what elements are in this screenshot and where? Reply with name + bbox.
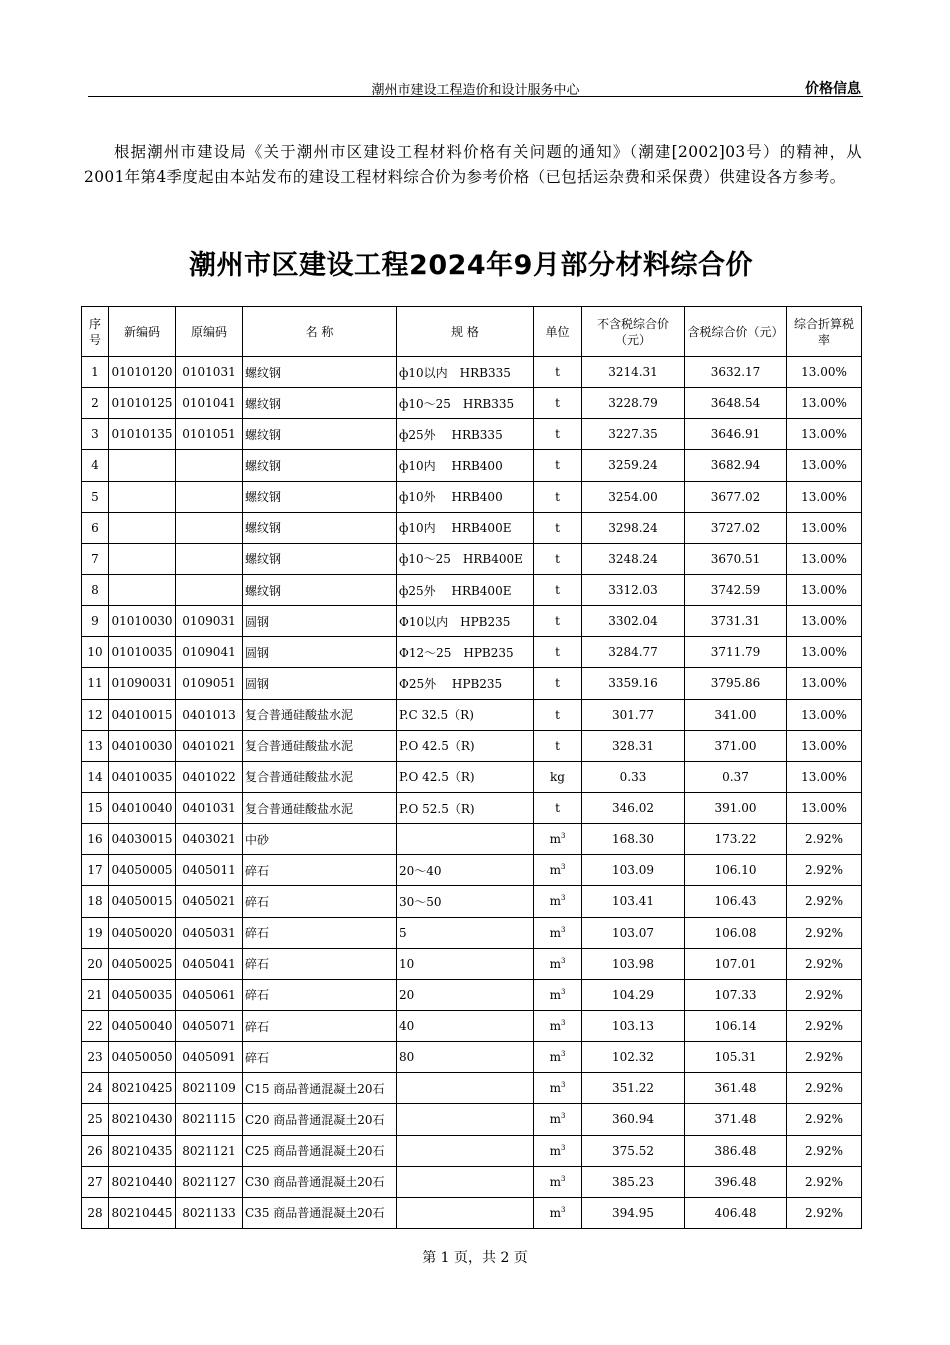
col-tax-rate-cell: 13.00%: [787, 388, 862, 419]
col-index-cell: 27: [82, 1166, 109, 1197]
col-old-code-cell: 8021127: [176, 1166, 243, 1197]
header-org: 潮州市建设工程造价和设计服务中心: [371, 83, 580, 98]
table-row: [82, 948, 862, 979]
col-index-cell: 15: [82, 792, 109, 823]
col-tax-rate-cell: 2.92%: [787, 886, 862, 917]
col-name-cell: 碎石: [243, 855, 397, 886]
document-title: 潮州市区建设工程2024年9月部分材料综合价: [189, 250, 753, 281]
col-price-ex-tax-cell: 3359.16: [582, 668, 685, 699]
col-new-code-cell: 04010015: [109, 699, 176, 730]
col-unit-cell: t: [534, 792, 582, 823]
col-spec-cell: Φ25外 HPB235: [397, 668, 534, 699]
col-old-code-cell: 8021115: [176, 1104, 243, 1135]
col-tax-rate-cell: 2.92%: [787, 824, 862, 855]
table-row: [82, 1104, 862, 1135]
col-tax-rate-cell: 13.00%: [787, 481, 862, 512]
col-new-code-cell: 04050035: [109, 979, 176, 1010]
col-price-ex-tax-cell: 394.95: [582, 1197, 685, 1228]
col-spec-cell: [397, 1104, 534, 1135]
col-spec-cell: Φ10以内 HPB235: [397, 606, 534, 637]
col-price-inc-tax-cell: 107.33: [685, 979, 787, 1010]
col-price-ex-tax-cell: 104.29: [582, 979, 685, 1010]
col-tax-rate-cell: 13.00%: [787, 606, 862, 637]
col-unit-cell: t: [534, 606, 582, 637]
table-row: [82, 668, 862, 699]
col-price-inc-tax-cell: 3682.94: [685, 450, 787, 481]
col-old-code-cell: [176, 543, 243, 574]
col-old-code-cell: 0401013: [176, 699, 243, 730]
col-price-ex-tax-cell: 3312.03: [582, 574, 685, 605]
col-index-cell: 23: [82, 1042, 109, 1073]
col-spec-header: 规 格: [397, 307, 534, 357]
col-spec-cell: ф10内 HRB400: [397, 450, 534, 481]
col-name-cell: 碎石: [243, 1042, 397, 1073]
col-old-code-cell: 0109041: [176, 637, 243, 668]
table-row: [82, 1197, 862, 1228]
table-row: [82, 388, 862, 419]
table-row: [82, 699, 862, 730]
col-unit-cell: $m^3$: [534, 855, 582, 886]
col-tax-rate-cell: 2.92%: [787, 855, 862, 886]
col-unit-cell: $m^3$: [534, 1104, 582, 1135]
col-tax-rate-cell: 2.92%: [787, 1104, 862, 1135]
col-old-code-cell: 0101051: [176, 419, 243, 450]
col-unit-cell: $m^3$: [534, 948, 582, 979]
col-index-cell: 1: [82, 357, 109, 388]
col-tax-rate-cell: 13.00%: [787, 792, 862, 823]
col-price-ex-tax-cell: 103.07: [582, 917, 685, 948]
col-price-ex-tax-header: 不含税综合价（元）: [582, 307, 685, 357]
col-spec-cell: 20: [397, 979, 534, 1010]
col-price-inc-tax-cell: 391.00: [685, 792, 787, 823]
col-price-inc-tax-cell: 361.48: [685, 1073, 787, 1104]
col-old-code-cell: 0109051: [176, 668, 243, 699]
col-price-ex-tax-cell: 3302.04: [582, 606, 685, 637]
col-old-code-cell: 0401021: [176, 730, 243, 761]
col-price-ex-tax-cell: 385.23: [582, 1166, 685, 1197]
col-tax-rate-cell: 13.00%: [787, 574, 862, 605]
col-index-cell: 21: [82, 979, 109, 1010]
col-price-inc-tax-cell: 3727.02: [685, 512, 787, 543]
col-new-code-cell: [109, 543, 176, 574]
table-row: [82, 824, 862, 855]
page-footer: 第 1 页，共 2 页: [422, 1250, 528, 1266]
col-index-cell: 18: [82, 886, 109, 917]
col-price-ex-tax-cell: 3254.00: [582, 481, 685, 512]
table-row: [82, 886, 862, 917]
col-index-cell: 24: [82, 1073, 109, 1104]
col-spec-cell: 40: [397, 1010, 534, 1041]
col-price-inc-tax-cell: 106.10: [685, 855, 787, 886]
col-price-ex-tax-cell: 102.32: [582, 1042, 685, 1073]
col-price-inc-tax-cell: 3677.02: [685, 481, 787, 512]
col-price-ex-tax-cell: 3259.24: [582, 450, 685, 481]
col-price-ex-tax-cell: 375.52: [582, 1135, 685, 1166]
col-old-code-cell: 8021121: [176, 1135, 243, 1166]
col-unit-cell: t: [534, 574, 582, 605]
table-row: [82, 1073, 862, 1104]
col-unit-cell: t: [534, 357, 582, 388]
col-new-code-cell: 01090031: [109, 668, 176, 699]
table-row: [82, 761, 862, 792]
col-price-ex-tax-cell: 103.98: [582, 948, 685, 979]
col-tax-rate-cell: 2.92%: [787, 979, 862, 1010]
col-index-cell: 5: [82, 481, 109, 512]
col-spec-cell: [397, 1166, 534, 1197]
col-old-code-cell: 0405011: [176, 855, 243, 886]
table-row: [82, 606, 862, 637]
col-new-code-cell: 04010035: [109, 761, 176, 792]
col-tax-rate-cell: 13.00%: [787, 357, 862, 388]
col-unit-cell: t: [534, 450, 582, 481]
col-price-inc-tax-cell: 3648.54: [685, 388, 787, 419]
col-name-cell: 圆钢: [243, 606, 397, 637]
col-name-cell: 碎石: [243, 948, 397, 979]
col-spec-cell: ф25外 HRB400E: [397, 574, 534, 605]
col-index-cell: 19: [82, 917, 109, 948]
col-unit-cell: $m^3$: [534, 1166, 582, 1197]
col-old-code-cell: [176, 574, 243, 605]
col-new-code-cell: 01010120: [109, 357, 176, 388]
col-old-code-cell: 0405091: [176, 1042, 243, 1073]
col-spec-cell: 10: [397, 948, 534, 979]
col-index-cell: 11: [82, 668, 109, 699]
col-new-code-cell: 04010040: [109, 792, 176, 823]
col-price-ex-tax-cell: 3248.24: [582, 543, 685, 574]
table-row: [82, 450, 862, 481]
col-name-cell: 圆钢: [243, 637, 397, 668]
col-price-inc-tax-cell: 106.14: [685, 1010, 787, 1041]
col-price-ex-tax-cell: 3298.24: [582, 512, 685, 543]
col-price-inc-tax-cell: 0.37: [685, 761, 787, 792]
col-name-cell: C30 商品普通混凝土20石: [243, 1166, 397, 1197]
col-unit-cell: $m^3$: [534, 1010, 582, 1041]
col-tax-rate-cell: 2.92%: [787, 1042, 862, 1073]
col-new-code-header: 新编码: [109, 307, 176, 357]
col-price-inc-tax-cell: 3795.86: [685, 668, 787, 699]
col-name-cell: 碎石: [243, 917, 397, 948]
col-index-cell: 22: [82, 1010, 109, 1041]
col-price-inc-tax-cell: 371.48: [685, 1104, 787, 1135]
col-price-ex-tax-cell: 360.94: [582, 1104, 685, 1135]
col-old-code-cell: 8021109: [176, 1073, 243, 1104]
col-name-cell: C20 商品普通混凝土20石: [243, 1104, 397, 1135]
table-row: [82, 357, 862, 388]
col-name-cell: 螺纹钢: [243, 543, 397, 574]
table-row: [82, 1135, 862, 1166]
col-old-code-cell: [176, 512, 243, 543]
table-row: [82, 1010, 862, 1041]
col-new-code-cell: 01010135: [109, 419, 176, 450]
col-name-cell: 复合普通硅酸盐水泥: [243, 699, 397, 730]
col-price-inc-tax-cell: 3711.79: [685, 637, 787, 668]
col-price-inc-tax-cell: 173.22: [685, 824, 787, 855]
col-new-code-cell: 01010125: [109, 388, 176, 419]
col-price-inc-tax-cell: 106.43: [685, 886, 787, 917]
table-header-row: [82, 307, 862, 357]
col-new-code-cell: [109, 574, 176, 605]
col-name-cell: 碎石: [243, 1010, 397, 1041]
col-new-code-cell: 04050050: [109, 1042, 176, 1073]
table-row: [82, 855, 862, 886]
col-unit-cell: t: [534, 637, 582, 668]
col-new-code-cell: 80210425: [109, 1073, 176, 1104]
col-price-inc-tax-header: 含税综合价（元）: [685, 307, 787, 357]
col-spec-cell: ф10以内 HRB335: [397, 357, 534, 388]
col-index-cell: 9: [82, 606, 109, 637]
col-name-cell: 螺纹钢: [243, 574, 397, 605]
col-tax-rate-cell: 13.00%: [787, 699, 862, 730]
col-spec-cell: [397, 1197, 534, 1228]
header-tag: 价格信息: [805, 81, 861, 97]
col-old-code-cell: 0109031: [176, 606, 243, 637]
col-old-code-cell: [176, 450, 243, 481]
col-spec-cell: Φ12～25 HPB235: [397, 637, 534, 668]
col-old-code-cell: 0405061: [176, 979, 243, 1010]
col-index-cell: 10: [82, 637, 109, 668]
col-index-cell: 16: [82, 824, 109, 855]
col-tax-rate-cell: 2.92%: [787, 948, 862, 979]
col-unit-cell: kg: [534, 761, 582, 792]
col-index-cell: 26: [82, 1135, 109, 1166]
col-price-inc-tax-cell: 371.00: [685, 730, 787, 761]
col-unit-cell: t: [534, 543, 582, 574]
col-name-cell: 螺纹钢: [243, 388, 397, 419]
col-tax-rate-cell: 13.00%: [787, 637, 862, 668]
col-unit-cell: $m^3$: [534, 886, 582, 917]
col-spec-cell: [397, 1135, 534, 1166]
col-price-inc-tax-cell: 105.31: [685, 1042, 787, 1073]
col-name-cell: 螺纹钢: [243, 481, 397, 512]
col-price-inc-tax-cell: 107.01: [685, 948, 787, 979]
col-price-inc-tax-cell: 3731.31: [685, 606, 787, 637]
col-new-code-cell: [109, 481, 176, 512]
table-row: [82, 543, 862, 574]
col-new-code-cell: 04050020: [109, 917, 176, 948]
col-spec-cell: P.O 52.5（R): [397, 792, 534, 823]
col-spec-cell: ф25外 HRB335: [397, 419, 534, 450]
col-new-code-cell: 04050040: [109, 1010, 176, 1041]
col-index-cell: 6: [82, 512, 109, 543]
col-old-code-cell: 0405071: [176, 1010, 243, 1041]
col-new-code-cell: 04050005: [109, 855, 176, 886]
col-unit-cell: $m^3$: [534, 824, 582, 855]
col-spec-cell: P.O 42.5（R): [397, 730, 534, 761]
col-new-code-cell: 01010035: [109, 637, 176, 668]
col-unit-cell: $m^3$: [534, 1197, 582, 1228]
col-price-ex-tax-cell: 103.13: [582, 1010, 685, 1041]
col-old-code-cell: 0405041: [176, 948, 243, 979]
col-old-code-cell: 0401022: [176, 761, 243, 792]
col-tax-rate-cell: 13.00%: [787, 512, 862, 543]
col-price-inc-tax-cell: 396.48: [685, 1166, 787, 1197]
col-price-ex-tax-cell: 3214.31: [582, 357, 685, 388]
col-price-ex-tax-cell: 168.30: [582, 824, 685, 855]
col-tax-rate-cell: 13.00%: [787, 543, 862, 574]
intro-paragraph: 根据潮州市建设局《关于潮州市区建设工程材料价格有关问题的通知》（潮建[2002]03号）的精神，从2001年第4季度起由本站发布的建设工程材料综合价为参考价格（已包括运杂费和采保费）供建设各方参考。: [84, 143, 862, 186]
col-price-inc-tax-cell: 106.08: [685, 917, 787, 948]
col-spec-cell: P.O 42.5（R): [397, 761, 534, 792]
col-price-ex-tax-cell: 346.02: [582, 792, 685, 823]
col-new-code-cell: [109, 512, 176, 543]
col-index-cell: 20: [82, 948, 109, 979]
col-index-cell: 28: [82, 1197, 109, 1228]
col-price-inc-tax-cell: 3742.59: [685, 574, 787, 605]
table-row: [82, 419, 862, 450]
table-row: [82, 637, 862, 668]
col-index-header: 序号: [82, 307, 109, 357]
price-table: [81, 306, 862, 1229]
col-price-ex-tax-cell: 3227.35: [582, 419, 685, 450]
col-unit-cell: t: [534, 512, 582, 543]
table-row: [82, 512, 862, 543]
col-new-code-cell: 80210440: [109, 1166, 176, 1197]
col-unit-cell: $m^3$: [534, 1042, 582, 1073]
col-index-cell: 7: [82, 543, 109, 574]
col-unit-cell: t: [534, 730, 582, 761]
col-name-cell: C35 商品普通混凝土20石: [243, 1197, 397, 1228]
col-old-code-cell: 0403021: [176, 824, 243, 855]
col-old-code-cell: 8021133: [176, 1197, 243, 1228]
col-spec-cell: 5: [397, 917, 534, 948]
col-name-cell: 复合普通硅酸盐水泥: [243, 730, 397, 761]
col-name-cell: 螺纹钢: [243, 419, 397, 450]
col-tax-rate-cell: 2.92%: [787, 1073, 862, 1104]
col-tax-rate-header: 综合折算税率: [787, 307, 862, 357]
table-row: [82, 979, 862, 1010]
col-name-cell: 螺纹钢: [243, 357, 397, 388]
col-tax-rate-cell: 13.00%: [787, 668, 862, 699]
col-index-cell: 17: [82, 855, 109, 886]
col-index-cell: 12: [82, 699, 109, 730]
page-header: [88, 78, 863, 97]
col-tax-rate-cell: 2.92%: [787, 917, 862, 948]
col-index-cell: 25: [82, 1104, 109, 1135]
table-row: [82, 792, 862, 823]
col-old-code-header: 原编码: [176, 307, 243, 357]
col-price-ex-tax-cell: 0.33: [582, 761, 685, 792]
col-tax-rate-cell: 2.92%: [787, 1010, 862, 1041]
col-name-cell: 中砂: [243, 824, 397, 855]
col-tax-rate-cell: 2.92%: [787, 1197, 862, 1228]
col-spec-cell: ф10内 HRB400E: [397, 512, 534, 543]
col-index-cell: 3: [82, 419, 109, 450]
col-price-ex-tax-cell: 301.77: [582, 699, 685, 730]
col-name-cell: 复合普通硅酸盐水泥: [243, 761, 397, 792]
col-tax-rate-cell: 2.92%: [787, 1135, 862, 1166]
col-new-code-cell: 04030015: [109, 824, 176, 855]
col-price-ex-tax-cell: 3284.77: [582, 637, 685, 668]
table-body: [82, 357, 862, 1229]
col-index-cell: 2: [82, 388, 109, 419]
col-name-cell: 圆钢: [243, 668, 397, 699]
table-row: [82, 1166, 862, 1197]
col-new-code-cell: 80210435: [109, 1135, 176, 1166]
table-row: [82, 730, 862, 761]
col-name-cell: 螺纹钢: [243, 450, 397, 481]
col-unit-cell: t: [534, 481, 582, 512]
col-new-code-cell: 04010030: [109, 730, 176, 761]
col-unit-header: 单位: [534, 307, 582, 357]
col-spec-cell: P.C 32.5（R): [397, 699, 534, 730]
table-row: [82, 481, 862, 512]
col-name-cell: 复合普通硅酸盐水泥: [243, 792, 397, 823]
col-index-cell: 14: [82, 761, 109, 792]
col-old-code-cell: [176, 481, 243, 512]
col-tax-rate-cell: 13.00%: [787, 730, 862, 761]
table-row: [82, 574, 862, 605]
col-price-ex-tax-cell: 3228.79: [582, 388, 685, 419]
col-spec-cell: 30～50: [397, 886, 534, 917]
col-name-cell: 螺纹钢: [243, 512, 397, 543]
col-price-ex-tax-cell: 328.31: [582, 730, 685, 761]
col-spec-cell: [397, 1073, 534, 1104]
col-tax-rate-cell: 13.00%: [787, 419, 862, 450]
col-spec-cell: 20～40: [397, 855, 534, 886]
col-price-inc-tax-cell: 3670.51: [685, 543, 787, 574]
col-name-cell: C15 商品普通混凝土20石: [243, 1073, 397, 1104]
col-tax-rate-cell: 13.00%: [787, 450, 862, 481]
col-new-code-cell: 01010030: [109, 606, 176, 637]
col-price-inc-tax-cell: 386.48: [685, 1135, 787, 1166]
col-price-ex-tax-cell: 103.09: [582, 855, 685, 886]
col-unit-cell: t: [534, 668, 582, 699]
col-price-inc-tax-cell: 341.00: [685, 699, 787, 730]
col-name-cell: C25 商品普通混凝土20石: [243, 1135, 397, 1166]
col-tax-rate-cell: 13.00%: [787, 761, 862, 792]
col-new-code-cell: 04050025: [109, 948, 176, 979]
col-old-code-cell: 0401031: [176, 792, 243, 823]
col-unit-cell: t: [534, 699, 582, 730]
col-new-code-cell: [109, 450, 176, 481]
col-name-cell: 碎石: [243, 886, 397, 917]
col-index-cell: 13: [82, 730, 109, 761]
col-spec-cell: ф10外 HRB400: [397, 481, 534, 512]
col-unit-cell: t: [534, 388, 582, 419]
col-unit-cell: $m^3$: [534, 1135, 582, 1166]
col-spec-cell: ф10～25 HRB335: [397, 388, 534, 419]
col-unit-cell: $m^3$: [534, 1073, 582, 1104]
col-tax-rate-cell: 2.92%: [787, 1166, 862, 1197]
col-price-ex-tax-cell: 103.41: [582, 886, 685, 917]
col-spec-cell: [397, 824, 534, 855]
col-price-ex-tax-cell: 351.22: [582, 1073, 685, 1104]
col-unit-cell: $m^3$: [534, 979, 582, 1010]
table-row: [82, 917, 862, 948]
col-spec-cell: 80: [397, 1042, 534, 1073]
table-row: [82, 1042, 862, 1073]
col-new-code-cell: 04050015: [109, 886, 176, 917]
col-new-code-cell: 80210430: [109, 1104, 176, 1135]
col-index-cell: 8: [82, 574, 109, 605]
col-name-cell: 碎石: [243, 979, 397, 1010]
col-unit-cell: $m^3$: [534, 917, 582, 948]
col-price-inc-tax-cell: 3632.17: [685, 357, 787, 388]
col-name-header: 名 称: [243, 307, 397, 357]
col-old-code-cell: 0405031: [176, 917, 243, 948]
col-old-code-cell: 0405021: [176, 886, 243, 917]
col-price-inc-tax-cell: 3646.91: [685, 419, 787, 450]
col-new-code-cell: 80210445: [109, 1197, 176, 1228]
col-index-cell: 4: [82, 450, 109, 481]
col-unit-cell: t: [534, 419, 582, 450]
col-old-code-cell: 0101041: [176, 388, 243, 419]
col-old-code-cell: 0101031: [176, 357, 243, 388]
col-price-inc-tax-cell: 406.48: [685, 1197, 787, 1228]
col-spec-cell: ф10～25 HRB400E: [397, 543, 534, 574]
